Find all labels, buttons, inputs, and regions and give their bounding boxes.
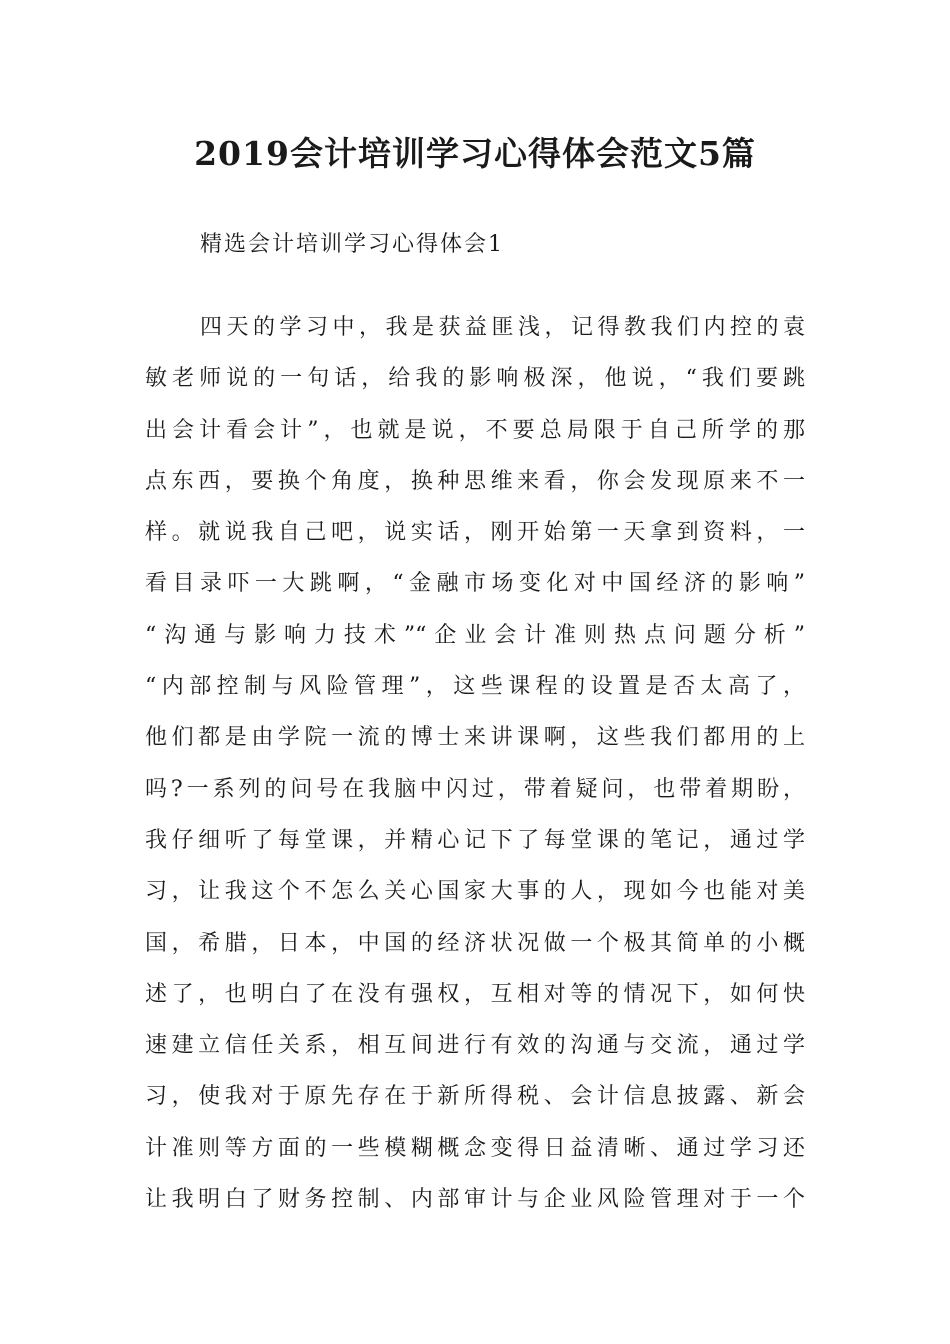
- section-heading: 精选会计培训学习心得体会1: [200, 232, 504, 257]
- body-paragraph: [145, 302, 805, 1225]
- paragraph-line: 敏老师说的一句话，给我的影响极深，他说，“我们要跳: [145, 366, 805, 392]
- paragraph-line: “内部控制与风险管理”，这些课程的设置是否太高了，: [145, 674, 805, 700]
- paragraph-line: 吗?一系列的问号在我脑中闪过，带着疑问，也带着期盼，: [145, 776, 805, 802]
- paragraph-line: 看目录吓一大跳啊，“金融市场变化对中国经济的影响”: [145, 571, 805, 597]
- paragraph-line: 出会计看会计”，也就是说，不要总局限于自己所学的那: [145, 417, 805, 443]
- paragraph-line: 他们都是由学院一流的博士来讲课啊，这些我们都用的上: [145, 725, 805, 751]
- paragraph-line: 点东西，要换个角度，换种思维来看，你会发现原来不一: [145, 468, 805, 494]
- paragraph-line: 四天的学习中，我是获益匪浅，记得教我们内控的袁: [200, 315, 805, 340]
- paragraph-line: 我仔细听了每堂课，并精心记下了每堂课的笔记，通过学: [145, 827, 805, 853]
- document-title: 2019会计培训学习心得体会范文5篇: [194, 134, 756, 173]
- paragraph-line: 习，让我这个不怎么关心国家大事的人，现如今也能对美: [145, 879, 805, 905]
- paragraph-line: 计准则等方面的一些模糊概念变得日益清晰、通过学习还: [145, 1135, 805, 1161]
- paragraph-line: 让我明白了财务控制、内部审计与企业风险管理对于一个: [145, 1187, 805, 1213]
- paragraph-line: 习，使我对于原先存在于新所得税、会计信息披露、新会: [145, 1084, 805, 1110]
- paragraph-line: “沟通与影响力技术”“企业会计准则热点问题分析”: [145, 622, 805, 648]
- paragraph-line: 国，希腊，日本，中国的经济状况做一个极其简单的小概: [145, 930, 805, 956]
- paragraph-line: 述了，也明白了在没有强权，互相对等的情况下，如何快: [145, 981, 805, 1007]
- paragraph-line: 样。就说我自己吧，说实话，刚开始第一天拿到资料，一: [145, 520, 805, 546]
- paragraph-line: 速建立信任关系，相互间进行有效的沟通与交流，通过学: [145, 1033, 805, 1059]
